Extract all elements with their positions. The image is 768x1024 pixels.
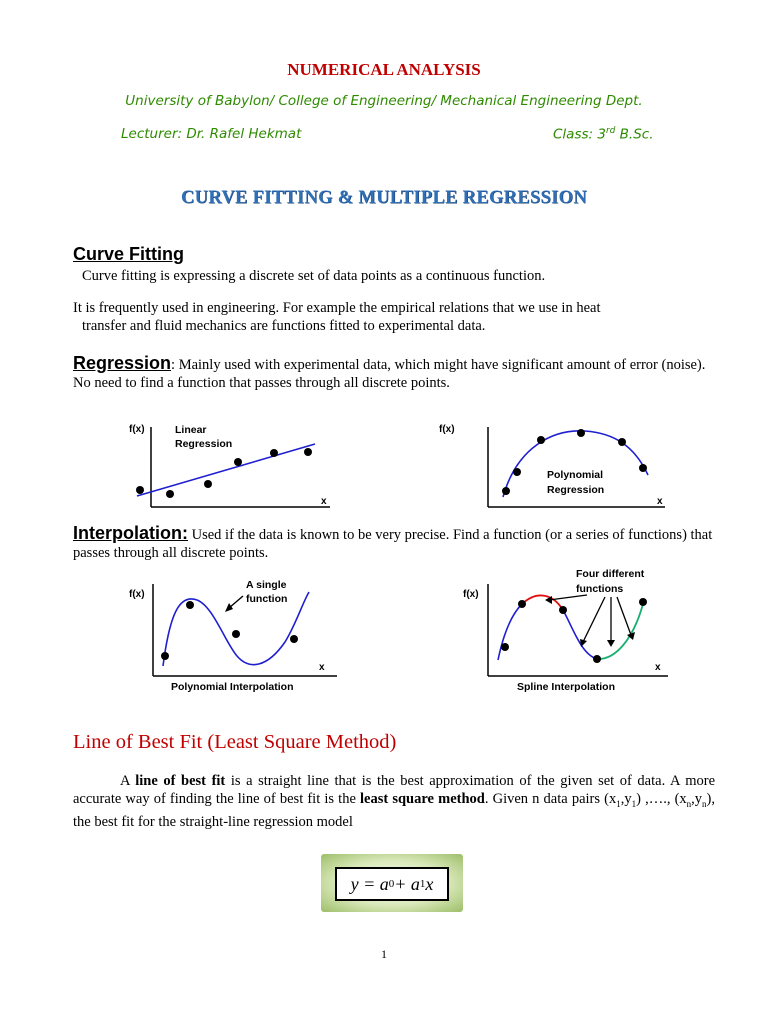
- lsq-text-c: is a straight line that is the best approximation of the given set of data. A more accurate way of finding the line of best fit is the: [73, 773, 716, 807]
- curve-fitting-heading: Curve Fitting: [73, 244, 184, 264]
- polynomial-interpolation-figure: [125, 572, 345, 697]
- interpolation-paragraph: [73, 524, 715, 562]
- polyreg-data-point: [513, 468, 521, 476]
- class-suffix: B.Sc.: [615, 126, 654, 143]
- linear-data-point: [234, 458, 242, 466]
- class-prefix: Class: 3: [553, 126, 606, 143]
- university-line: University of Babylon/ College of Engineering/ Mechanical Engineering Dept.: [125, 93, 643, 109]
- polyint-data-point: [232, 630, 240, 638]
- linear-fx-label: f(x): [129, 424, 145, 435]
- linear-data-point: [166, 490, 174, 498]
- eq-mid: + a: [394, 873, 420, 894]
- spline-data-point: [593, 655, 601, 663]
- curve-fitting-p2-line-1: It is frequently used in engineering. For example the empirical relations that we use in heat: [73, 300, 601, 316]
- spline-data-point: [559, 606, 567, 614]
- four-functions-arrow-4: [617, 597, 631, 635]
- polyint-data-point: [186, 601, 194, 609]
- single-function-label-1: A single: [246, 579, 287, 591]
- course-title: NUMERICAL ANALYSIS: [287, 60, 481, 79]
- linear-label-1: Linear: [175, 424, 207, 436]
- lsq-text-f: ,y: [620, 791, 632, 807]
- four-functions-label-1: Four different: [576, 568, 645, 580]
- class-line: [553, 126, 654, 143]
- polyreg-label-2: Regression: [547, 484, 605, 496]
- spline-segment-1: [498, 604, 522, 660]
- lsq-sub: 1: [616, 798, 621, 809]
- spline-segment-2: [522, 595, 563, 610]
- linear-regression-figure: [125, 417, 335, 517]
- lsq-sub: n: [686, 798, 692, 809]
- linear-data-point: [136, 486, 144, 494]
- eq-sub-0: 0: [388, 878, 395, 890]
- lsq-text-a: A: [120, 773, 136, 789]
- linear-x-label: x: [321, 496, 327, 507]
- spline-segment-3: [563, 610, 597, 659]
- lsq-text-h: ,y: [691, 791, 703, 807]
- lsq-sub: n: [702, 798, 707, 809]
- linear-label-2: Regression: [175, 438, 233, 450]
- lecturer-line: Lecturer: Dr. Rafel Hekmat: [121, 126, 302, 142]
- spline-x-label: x: [655, 662, 661, 673]
- polyint-fx-label: f(x): [129, 589, 145, 600]
- linear-data-point: [204, 480, 212, 488]
- class-sup: rd: [605, 126, 616, 136]
- curve-fitting-paragraph-1: Curve fitting is expressing a discrete set of data points as a continuous function.: [82, 268, 546, 284]
- four-functions-arrow-2: [583, 597, 605, 642]
- linear-fit-line: [137, 444, 315, 496]
- linear-data-point: [304, 448, 312, 456]
- linear-data-point: [270, 449, 278, 457]
- spline-data-point: [518, 600, 526, 608]
- polyint-caption: Polynomial Interpolation: [171, 681, 294, 693]
- four-functions-arrow-1: [549, 595, 587, 600]
- eq-lhs: y = a: [350, 873, 389, 894]
- four-functions-arrowhead: [607, 640, 615, 647]
- four-functions-arrowhead: [580, 639, 587, 647]
- regression-text: : Mainly used with experimental data, which might have significant amount of error (noise). No need to find a function that passes through all discrete points.: [73, 357, 706, 391]
- lsq-text-e: . Given n data pairs (x: [484, 791, 617, 807]
- lsq-bold-line-of-best-fit: line of best fit: [135, 773, 226, 789]
- eq-sub-1: 1: [419, 878, 426, 890]
- lsq-bold-least-square-method: least square method: [360, 791, 485, 807]
- regression-equation: [335, 867, 449, 901]
- single-function-label-2: function: [246, 593, 288, 605]
- least-square-heading: Line of Best Fit (Least Square Method): [73, 731, 397, 753]
- polynomial-regression-figure: [435, 417, 675, 517]
- lsq-sub: 1: [631, 798, 637, 809]
- spline-caption: Spline Interpolation: [517, 681, 616, 693]
- polyreg-label-1: Polynomial: [547, 469, 604, 481]
- document-title: CURVE FITTING & MULTIPLE REGRESSION: [181, 188, 587, 208]
- lsq-text-g: ) ,…., (x: [636, 791, 687, 807]
- polyreg-data-point: [502, 487, 510, 495]
- polyint-x-label: x: [319, 662, 325, 673]
- page-number: 1: [381, 947, 387, 961]
- spline-data-point: [501, 643, 509, 651]
- polyint-data-point: [290, 635, 298, 643]
- polyreg-x-label: x: [657, 496, 663, 507]
- polyreg-data-point: [537, 436, 545, 444]
- spline-data-point: [639, 598, 647, 606]
- single-function-arrowhead: [225, 603, 233, 612]
- interpolation-lead: Interpolation:: [73, 523, 188, 543]
- regression-lead: Regression: [73, 353, 172, 373]
- curve-fitting-paragraph-2: [73, 299, 713, 335]
- eq-rhs: x: [425, 873, 434, 894]
- spline-segment-4: [597, 604, 643, 659]
- spline-fx-label: f(x): [463, 589, 479, 600]
- least-square-paragraph: [73, 772, 715, 831]
- four-functions-label-2: functions: [576, 583, 624, 595]
- equation-frame: [321, 854, 463, 912]
- regression-paragraph: [73, 354, 715, 392]
- polyreg-data-point: [577, 429, 585, 437]
- lsq-text-i: ), the best fit for the straight-line regression model: [73, 791, 715, 830]
- polyreg-data-point: [618, 438, 626, 446]
- spline-interpolation-figure: [445, 562, 675, 697]
- interpolation-text: Used if the data is known to be very precise. Find a function (or a series of functions) that passes through all discrete points.: [73, 527, 713, 561]
- polyreg-fx-label: f(x): [439, 424, 455, 435]
- polyreg-data-point: [639, 464, 647, 472]
- polyint-data-point: [161, 652, 169, 660]
- curve-fitting-p2-line-2: transfer and fluid mechanics are functions fitted to experimental data.: [82, 318, 486, 334]
